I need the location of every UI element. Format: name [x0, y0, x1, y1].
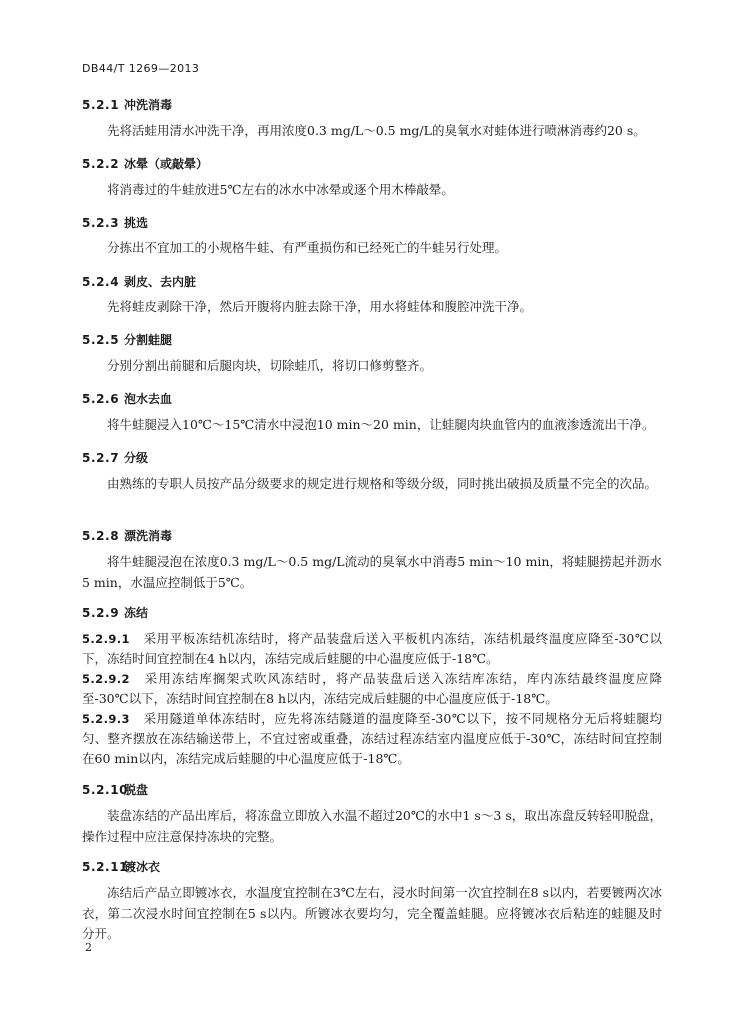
section-title: 镀冰衣: [124, 860, 161, 874]
standard-code: DB44/T 1269—2013: [82, 62, 200, 75]
section-number: 5.2.11: [82, 860, 129, 874]
section-body-5-2-1: 先将活蛙用清水冲洗干净，再用浓度0.3 mg/L～0.5 mg/L的臭氧水对蛙体进行喷淋消毒约20 s。: [107, 123, 646, 138]
section-number: 5.2.2: [82, 157, 120, 171]
section-heading-5-2-6: [82, 390, 172, 407]
section-body-5-2-7: 由熟练的专职人员按产品分级要求的规定进行规格和等级分级，同时挑出破损及质量不完全的次品。: [107, 476, 658, 491]
section-number: 5.2.4: [82, 275, 120, 289]
section-number: 5.2.9: [82, 606, 120, 620]
section-body-5-2-6: 将牛蛙腿浸入10℃～15℃清水中浸泡10 min～20 min，让蛙腿肉块血管内的血液渗透流出干净。: [107, 417, 655, 432]
section-title: 脱盘: [124, 783, 149, 797]
section-title: 分级: [124, 451, 149, 465]
section-number: 5.2.1: [82, 98, 120, 112]
section-title: 漂洗消毒: [124, 529, 173, 543]
section-number: 5.2.6: [82, 392, 120, 406]
section-title: 挑选: [124, 216, 149, 230]
section-heading-5-2-1: [82, 96, 172, 113]
section-title: 冰晕（或敲晕）: [124, 157, 209, 171]
section-body-5-2-2: 将消毒过的牛蛙放进5℃左右的冰水中冰晕或逐个用木棒敲晕。: [107, 182, 454, 197]
section-number: 5.2.7: [82, 451, 120, 465]
section-heading-5-2-7: [82, 449, 148, 466]
section-title: 冲洗消毒: [124, 98, 173, 112]
section-heading-5-2-2: [82, 155, 208, 172]
subsection-5-2-9-3: [82, 709, 662, 769]
section-title: 泡水去血: [124, 392, 173, 406]
subsection-text: 采用平板冻结机冻结时，将产品装盘后送入平板机内冻结，冻结机最终温度应降至-30℃以下，冻结时间宜控制在4 h以内，冻结完成后蛙腿的中心温度应低于-18℃。: [82, 631, 662, 666]
section-number: 5.2.3: [82, 216, 120, 230]
subsection-text: 采用隧道单体冻结时，应先将冻结隧道的温度降至-30℃以下，按不同规格分无后将蛙腿均匀、整齐摆放在冻结输送带上，不宜过密或重叠，冻结过程冻结室内温度应低于-30℃，冻结时间宜控制在60 min以内，冻结完成后蛙腿的中心温度应低于-18℃。: [82, 711, 662, 766]
subsection-number: 5.2.9.3: [82, 712, 130, 726]
section-number: 5.2.8: [82, 529, 120, 543]
section-body-5-2-8: 将牛蛙腿浸泡在浓度0.3 mg/L～0.5 mg/L流动的臭氧水中消毒5 min～10 min，将蛙腿捞起并沥水5 min，水温应控制低于5℃。: [82, 554, 662, 590]
section-body-5-2-11: 冻结后产品立即镀冰衣，水温度宜控制在3℃左右，浸水时间第一次宜控制在8 s以内，若要镀两次冰衣，第二次浸水时间宜控制在5 s以内。所镀冰衣要均匀，完全覆盖蛙腿。应将镀冰衣后粘连的蛙腿及时分开。: [82, 885, 662, 941]
section-body-5-2-4: 先将蛙皮剥除干净，然后开腹将内脏去除干净，用水将蛙体和腹腔冲洗干净。: [107, 299, 533, 314]
section-number: 5.2.5: [82, 333, 120, 347]
section-heading-5-2-3: [82, 214, 148, 231]
section-number: 5.2.10: [82, 783, 129, 797]
section-heading-5-2-8: [82, 527, 172, 544]
section-title: 冻结: [124, 606, 149, 620]
section-heading-5-2-10: [82, 781, 148, 798]
section-heading-5-2-4: [82, 273, 196, 290]
section-body-5-2-3: 分拣出不宜加工的小规格牛蛙、有严重损伤和已经死亡的牛蛙另行处理。: [107, 240, 508, 255]
subsection-5-2-9-1: [82, 629, 662, 669]
subsection-number: 5.2.9.2: [82, 672, 130, 686]
section-heading-5-2-9: [82, 604, 148, 621]
section-heading-5-2-11: [82, 858, 160, 875]
section-body-5-2-5: 分别分割出前腿和后腿肉块，切除蛙爪，将切口修剪整齐。: [107, 358, 433, 373]
page-number: 2: [85, 941, 92, 954]
section-title: 剥皮、去内脏: [124, 275, 197, 289]
subsection-text: 采用冻结库搁架式吹风冻结时，将产品装盘后送入冻结库冻结，库内冻结最终温度应降至-30℃以下，冻结时间宜控制在8 h以内，冻结完成后蛙腿的中心温度应低于-18℃。: [82, 671, 662, 706]
subsection-5-2-9-2: [82, 669, 662, 709]
section-body-5-2-10: 装盘冻结的产品出库后，将冻盘立即放入水温不超过20℃的水中1 s～3 s，取出冻盘反转轻叩脱盘，操作过程中应注意保持冻块的完整。: [82, 808, 662, 844]
subsection-number: 5.2.9.1: [82, 632, 130, 646]
section-heading-5-2-5: [82, 331, 172, 348]
section-title: 分割蛙腿: [124, 333, 173, 347]
